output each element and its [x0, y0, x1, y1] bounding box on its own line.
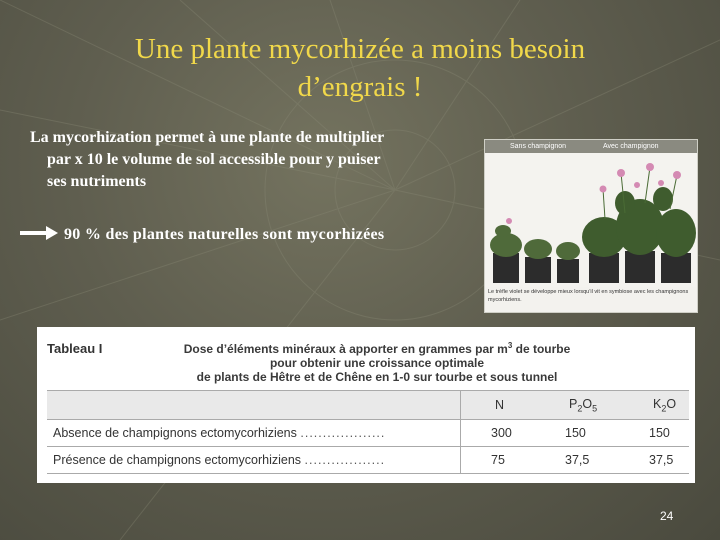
table-label: Tableau I — [47, 341, 103, 356]
table-description-line-2: pour obtenir une croissance optimale — [269, 356, 485, 370]
cell-p2o5: 37,5 — [535, 447, 619, 474]
right-arrow-icon — [20, 224, 60, 242]
table-header-row — [47, 391, 689, 420]
header-n: N — [461, 391, 536, 420]
table-row — [47, 420, 689, 447]
fertilizer-table-figure — [37, 327, 695, 483]
page-number: 24 — [660, 509, 674, 523]
title-line-2: d’engrais ! — [297, 71, 423, 103]
photo-caption: Le trèfle violet se développe mieux lorsqu’il vit en symbiose avec les champignons mycorhiziens. — [488, 289, 689, 303]
paragraph-line-1: La mycorhization permet à une plante de multiplier — [30, 129, 385, 146]
paragraph-line-2: par x 10 le volume de sol accessible pour y puiser — [47, 151, 381, 168]
header-k2o: $K_2O$ — [619, 391, 689, 420]
nutrient-dose-table — [47, 390, 689, 474]
photo-header-left: Sans champignon — [510, 143, 567, 150]
clover-comparison-photo — [484, 139, 698, 313]
statistic-text: 90 % des plantes naturelles sont mycorhizées — [64, 226, 385, 243]
cell-n: 75 — [461, 447, 536, 474]
paragraph-line-3: ses nutriments — [47, 173, 147, 190]
cell-k2o: 37,5 — [619, 447, 689, 474]
table-row — [47, 447, 689, 474]
header-empty-cell — [47, 391, 461, 420]
photo-header-right: Avec champignon — [603, 143, 659, 150]
cell-p2o5: 150 — [535, 420, 619, 447]
table-description-line-1: Dose d’éléments minéraux à apporter en grammes par $m^3$ de tourbe — [183, 341, 571, 356]
cell-k2o: 150 — [619, 420, 689, 447]
photo-header — [485, 140, 697, 153]
plant-illustration — [485, 153, 697, 287]
table-description-line-3: de plants de Hêtre et de Chêne en 1-0 sur tourbe et sous tunnel — [196, 370, 558, 384]
mycorrhization-paragraph — [30, 127, 480, 193]
row-label: Absence de champignons ectomycorhiziens ................... — [47, 420, 461, 447]
row-label: Présence de champignons ectomycorhiziens .................. — [47, 447, 461, 474]
cell-n: 300 — [461, 420, 536, 447]
header-p2o5: $P_2O_5$ — [535, 391, 619, 420]
title-line-1: Une plante mycorhizée a moins besoin — [134, 33, 586, 65]
slide-title — [40, 30, 680, 106]
table-description — [177, 339, 577, 384]
